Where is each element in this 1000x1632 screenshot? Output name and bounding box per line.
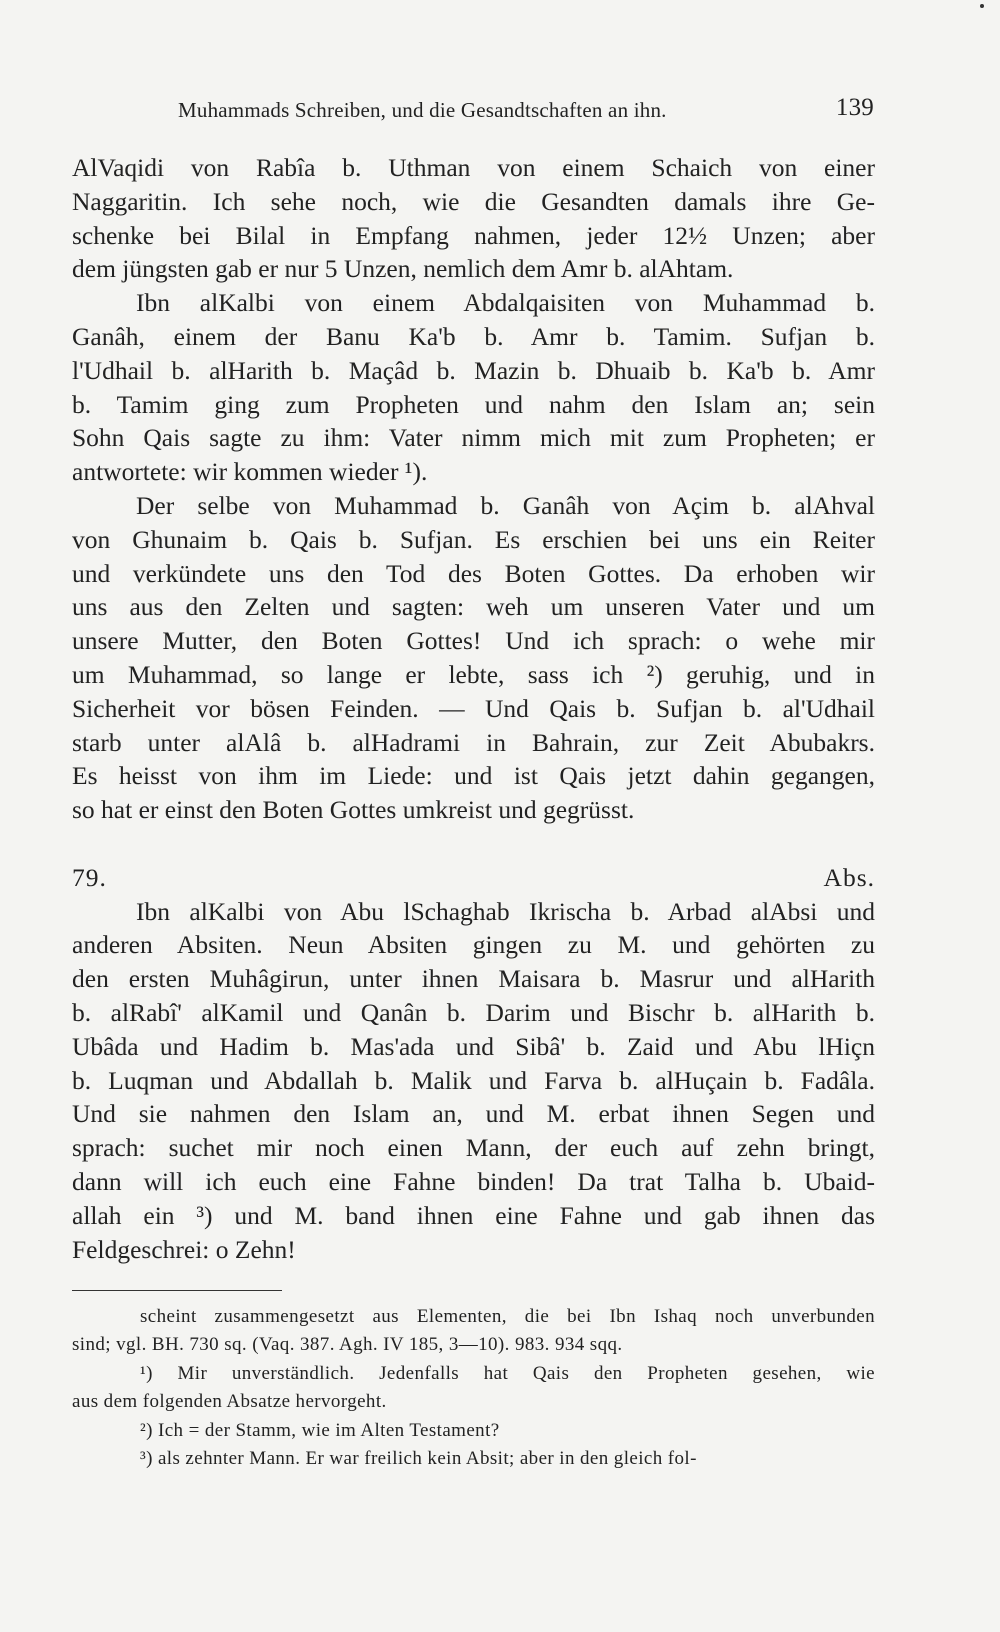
text-line: Es heisst von ihm im Liede: und ist Qais jetzt dahin gegangen, [72,761,875,791]
text-line: dem jüngsten gab er nur 5 Unzen, nemlich dem Amr b. alAhtam. [72,254,734,284]
text-line: b. Tamim ging zum Propheten und nahm den Islam an; sein [72,389,875,419]
text-line: b. alRabî' alKamil und Qanân b. Darim und Bischr b. alHarith b. [72,997,875,1027]
text-line: Ganâh, einem der Banu Ka'b b. Amr b. Tamim. Sufjan b. [72,321,875,351]
text-line: starb unter alAlâ b. alHadrami in Bahrain, zur Zeit Abubakrs. [72,727,875,757]
text-line: unsere Mutter, den Boten Gottes! Und ich sprach: o wehe mir [72,626,875,656]
text-line: Ubâda und Hadim b. Mas'ada und Sibâ' b. Zaid und Abu lHiçn [72,1031,875,1061]
text-line: dann will ich euch eine Fahne binden! Da trat Talha b. Ubaid- [72,1166,875,1196]
main-text [72,151,875,1266]
text-line: b. Luqman und Abdallah b. Malik und Farva b. alHuçain b. Fadâla. [72,1065,875,1095]
text-line: antwortete: wir kommen wieder ¹). [72,457,428,487]
text-line: uns aus den Zelten und sagten: weh um unseren Vater und um [72,592,875,622]
footnote-line: ²) Ich = der Stamm, wie im Alten Testament? [140,1419,500,1441]
text-line: den ersten Muhâgirun, unter ihnen Maisara b. Masrur und alHarith [72,964,875,994]
footnote-line: aus dem folgenden Absatze hervorgeht. [72,1391,387,1413]
text-line: Ibn alKalbi von einem Abdalqaisiten von Muhammad b. [136,288,875,318]
text-line: Sohn Qais sagte zu ihm: Vater nimm mich mit zum Propheten; er [72,423,875,453]
text-line: AlVaqidi von Rabîa b. Uthman von einem Schaich von einer [72,153,875,182]
footnote-line: ¹) Mir unverständlich. Jedenfalls hat Qais den Propheten gesehen, wie [140,1362,875,1384]
text-line: schenke bei Bilal in Empfang nahmen, jeder 12½ Unzen; aber [72,220,875,250]
text-line: Feldgeschrei: o Zehn! [72,1234,296,1264]
text-line: anderen Absiten. Neun Absiten gingen zu M. und gehörten zu [72,930,875,960]
text-line: Und sie nahmen den Islam an, und M. erbat ihnen Segen und [72,1099,875,1129]
footnote-line: sind; vgl. BH. 730 sq. (Vaq. 387. Agh. IV 185, 3—10). 983. 934 sqq. [72,1334,623,1356]
text-line: l'Udhail b. alHarith b. Maçâd b. Mazin b. Dhuaib b. Ka'b b. Amr [72,355,875,385]
text-line: so hat er einst den Boten Gottes umkreist und gegrüsst. [72,795,635,825]
text-line: allah ein ³) und M. band ihnen eine Fahne und gab ihnen das [72,1200,875,1230]
text-line: und verkündete uns den Tod des Boten Gottes. Da erhoben wir [72,558,875,588]
scan-speck [980,4,984,8]
page-number: 139 [835,94,874,121]
text-line: von Ghunaim b. Qais b. Sufjan. Es erschien bei uns ein Reiter [72,524,875,554]
running-title: Muhammads Schreiben, und die Gesandtschaften an ihn. [178,98,667,122]
footnote-rule [72,1290,282,1291]
footnote-line: scheint zusammengesetzt aus Elementen, die bei Ibn Ishaq noch unverbunden [140,1306,875,1327]
text-line: um Muhammad, so lange er lebte, sass ich ²) geruhig, und in [72,659,875,689]
text-line: Ibn alKalbi von Abu lSchaghab Ikrischa b. Arbad alAbsi und [136,896,875,926]
footnotes [72,1303,875,1473]
section-heading: 79. Abs. [72,862,875,892]
text-line: sprach: suchet mir noch einen Mann, der euch auf zehn bringt, [72,1133,875,1163]
footnote-line: ³) als zehnter Mann. Er war freilich kein Absit; aber in den gleich fol- [140,1448,697,1470]
text-line: Naggaritin. Ich sehe noch, wie die Gesandten damals ihre Ge- [72,186,875,216]
text-line: Sicherheit vor bösen Feinden. — Und Qais b. Sufjan b. al'Udhail [72,693,875,723]
text-line: Der selbe von Muhammad b. Ganâh von Açim b. alAhval [136,490,875,520]
